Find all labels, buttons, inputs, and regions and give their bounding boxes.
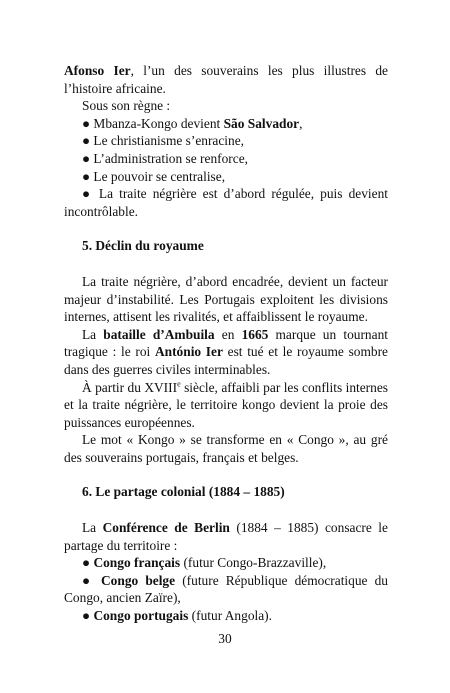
text: marque un tournant tragique : le roi bbox=[64, 326, 388, 360]
section-5-heading: 5. Déclin du royaume bbox=[82, 238, 204, 254]
bullet-text: ● bbox=[82, 608, 94, 624]
text: (1884 – 1885) consacre le partage du territoire : bbox=[64, 520, 388, 553]
page-body bbox=[64, 62, 388, 625]
bullet-text: (future République démocratique du Congo, ancien Zaïre), bbox=[64, 572, 388, 606]
page-number: 30 bbox=[218, 631, 232, 646]
intro-paragraph bbox=[64, 62, 388, 97]
bullet-text: , bbox=[299, 115, 303, 131]
section-5-paragraph bbox=[64, 379, 388, 432]
bold-text: bataille d’Ambuila bbox=[103, 326, 215, 342]
section-5-paragraph: Le mot « Kongo » se transforme en « Congo », au gré des souverains portugais, français et belges. bbox=[64, 432, 388, 465]
section-6-paragraph bbox=[64, 519, 388, 554]
text: La bbox=[82, 520, 103, 536]
bullet-bold: Congo français bbox=[93, 555, 181, 571]
bold-text: Conférence de Berlin bbox=[102, 520, 230, 536]
bullet-text: ● Mbanza-Kongo devient bbox=[82, 115, 224, 131]
bullet-text: (futur Congo-Brazzaville), bbox=[180, 555, 327, 571]
bullet-bold: Congo belge bbox=[101, 572, 176, 588]
section-5-paragraph: La traite négrière, d’abord encadrée, devient un facteur majeur d’instabilité. Les Portugais exploitent les divisions internes, attisent les rivalités, et affaiblissent le royaume. bbox=[64, 273, 388, 325]
section-5-paragraph bbox=[64, 326, 388, 379]
bullet-item bbox=[64, 115, 388, 133]
bullet-text: (futur Angola). bbox=[188, 608, 272, 624]
text: en bbox=[214, 326, 242, 342]
text: siècle, affaibli par les conflits internes et la traite négrière, le territoire kongo devient la proie des puissances européennes. bbox=[64, 379, 388, 430]
bullet-text: ● bbox=[82, 555, 94, 571]
text: À partir du XVIII bbox=[82, 379, 178, 395]
bullet-item bbox=[64, 607, 388, 625]
bullet-bold: São Salvador bbox=[223, 115, 300, 131]
bullet-item bbox=[64, 572, 388, 607]
bold-text: 1665 bbox=[241, 326, 269, 342]
reign-lead: Sous son règne : bbox=[82, 98, 171, 114]
superscript: e bbox=[177, 379, 181, 389]
section-6-heading: 6. Le partage colonial (1884 – 1885) bbox=[82, 484, 285, 500]
bullet-text: ● bbox=[82, 572, 101, 588]
afonso-name: Afonso Ier bbox=[64, 63, 131, 78]
text: La bbox=[82, 326, 104, 342]
bullet-item: ● La traite négrière est d’abord régulée, puis devient incontrôlable. bbox=[64, 186, 388, 219]
bold-text: António Ier bbox=[154, 344, 223, 360]
bullet-item: ● Le pouvoir se centralise, bbox=[82, 168, 226, 184]
bullet-item: ● Le christianisme s’enracine, bbox=[82, 133, 245, 149]
bullet-bold: Congo portugais bbox=[93, 608, 189, 624]
text: est tué et le royaume sombre dans des guerres civiles interminables. bbox=[64, 344, 388, 377]
bullet-item: ● L’administration se renforce, bbox=[82, 150, 248, 166]
bullet-item bbox=[64, 554, 388, 572]
intro-text: , l’un des souverains les plus illustres de l’histoire africaine. bbox=[64, 63, 389, 96]
